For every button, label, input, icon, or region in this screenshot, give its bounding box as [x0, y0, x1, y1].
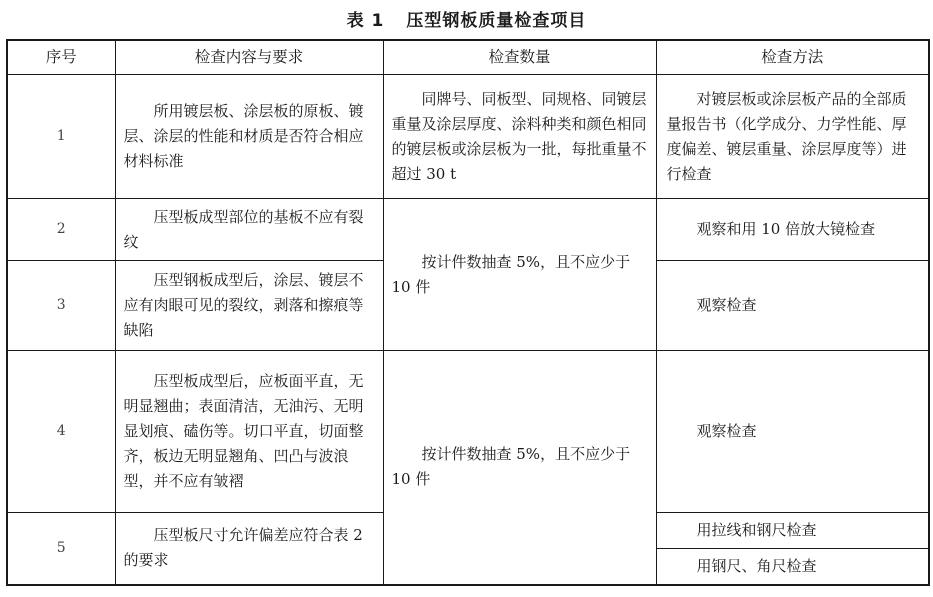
header-quantity: 检查数量 — [383, 40, 656, 75]
row-seq: 1 — [7, 75, 115, 199]
row-method: 观察检查 — [656, 261, 929, 351]
row-seq: 3 — [7, 261, 115, 351]
header-method: 检查方法 — [656, 40, 929, 75]
table-number: 表 1 — [346, 11, 385, 31]
header-seq: 序号 — [7, 40, 115, 75]
row-seq: 4 — [7, 351, 115, 513]
header-content: 检查内容与要求 — [115, 40, 383, 75]
row-seq: 2 — [7, 199, 115, 261]
row-content: 压型板尺寸允许偏差应符合表 2 的要求 — [115, 513, 383, 585]
row-content: 压型钢板成型后，涂层、镀层不应有肉眼可见的裂纹，剥落和擦痕等缺陷 — [115, 261, 383, 351]
row-seq: 5 — [7, 513, 115, 585]
row-method: 用拉线和钢尺检查 — [656, 513, 929, 549]
table-row — [7, 351, 929, 513]
row-content: 压型板成型后，应板面平直，无明显翘曲；表面清洁，无油污、无明显划痕、磕伤等。切口平直，切面整齐，板边无明显翘角、凹凸与波浪型，并不应有皱褶 — [115, 351, 383, 513]
row-method: 观察检查 — [656, 351, 929, 513]
table-row — [7, 199, 929, 261]
table-title: 压型钢板质量检查项目 — [406, 11, 587, 31]
table-row — [7, 75, 929, 199]
row-quantity: 按计件数抽查 5%，且不应少于 10 件 — [383, 351, 656, 585]
row-method: 观察和用 10 倍放大镜检查 — [656, 199, 929, 261]
inspection-table — [6, 39, 930, 586]
row-content: 所用镀层板、涂层板的原板、镀层、涂层的性能和材质是否符合相应材料标准 — [115, 75, 383, 199]
row-content: 压型板成型部位的基板不应有裂纹 — [115, 199, 383, 261]
row-method: 用钢尺、角尺检查 — [656, 549, 929, 585]
header-row — [7, 40, 929, 75]
row-quantity: 同牌号、同板型、同规格、同镀层重量及涂层厚度、涂料种类和颜色相同的镀层板或涂层板为一批，每批重量不超过 30 t — [383, 75, 656, 199]
row-quantity: 按计件数抽查 5%，且不应少于 10 件 — [383, 199, 656, 351]
table-caption — [0, 6, 933, 31]
row-method: 对镀层板或涂层板产品的全部质量报告书（化学成分、力学性能、厚度偏差、镀层重量、涂层厚度等）进行检查 — [656, 75, 929, 199]
